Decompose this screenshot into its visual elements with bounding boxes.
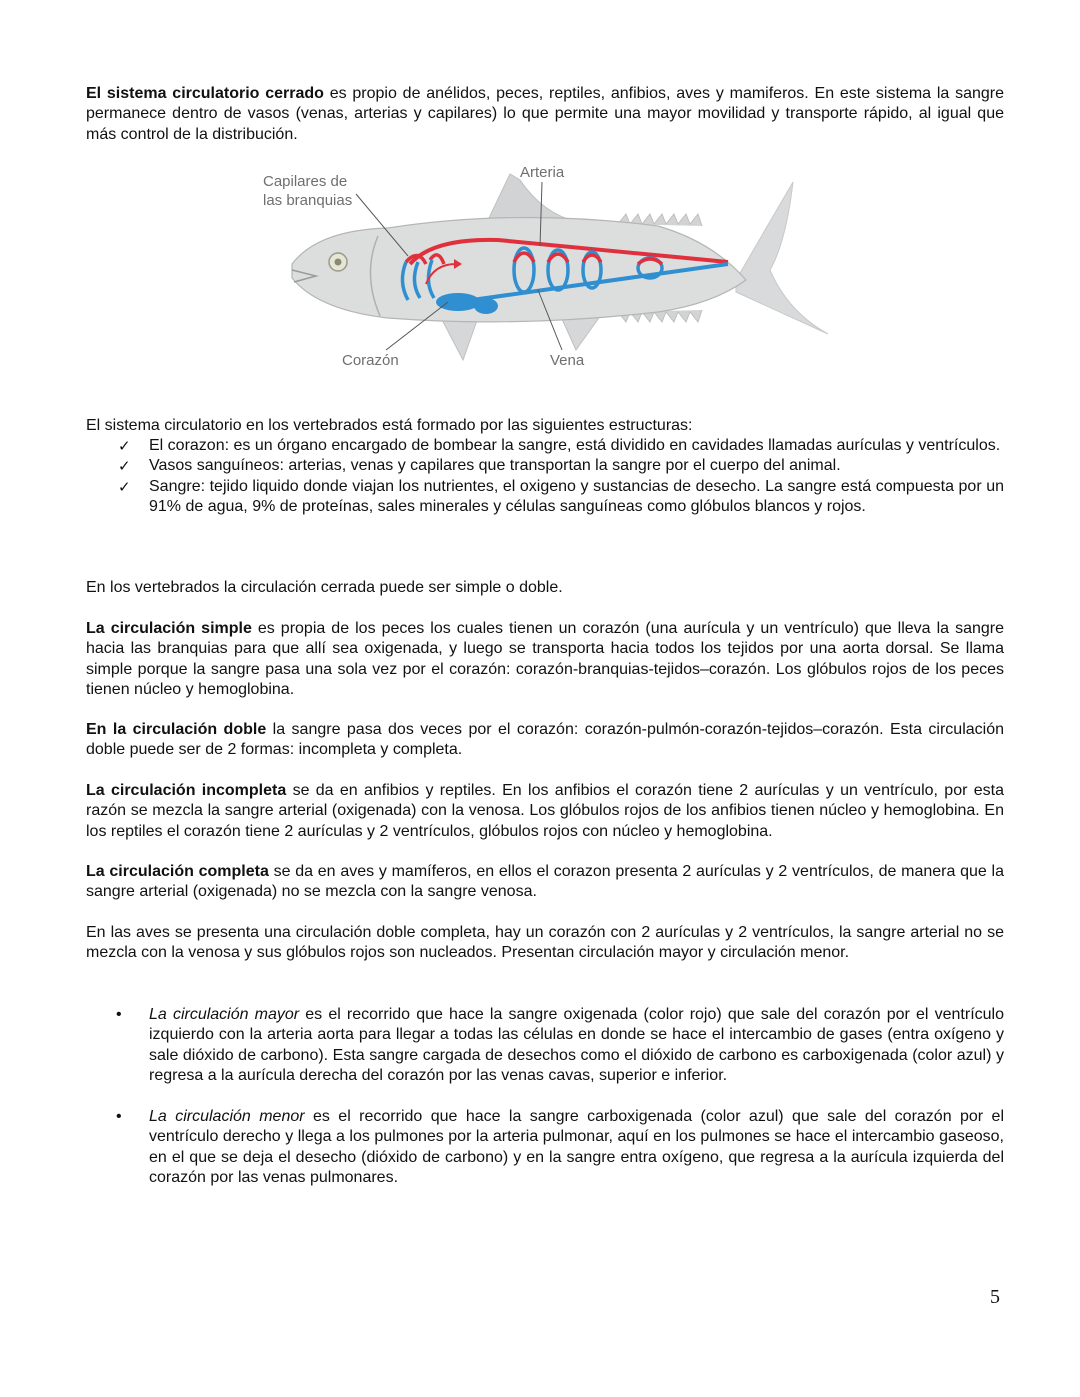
label-corazon: Corazón	[342, 352, 399, 369]
incompleta-text: se da en anfibios y reptiles. En los anfibios el corazón tiene 2 aurículas y un ventrículo, por esta razón se mezcla la sangre arterial (oxigenada) con la venosa. Los glóbulos rojos de los anfibios tienen núcleo y hemoglobina. En los reptiles el corazón tiene 2 aurículas y 2 ventrículos, glóbulos rojos con núcleo y hemoglobina.	[86, 782, 1004, 840]
list-item-text: El corazon: es un órgano encargado de bombear la sangre, está dividido en cavidades llamadas aurículas y ventrículos.	[149, 437, 1001, 454]
simple-paragraph	[86, 619, 1004, 700]
bullet-text: es el recorrido que hace la sangre oxigenada (color rojo) que sale del corazón por el ventrículo izquierdo con la arteria aorta para llegar a todas las células en donde se hace el intercambio de gases (entra oxígeno y sale dióxido de carbono). Esta sangre cargada de desechos como el dióxido de carbono es carboxigenada (color azul) y regresa a la aurícula derecha del corazón por las venas cavas, superior e inferior.	[149, 1006, 1004, 1084]
list-item	[86, 1107, 1004, 1188]
check-icon: ✓	[118, 437, 131, 455]
incompleta-paragraph	[86, 781, 1004, 842]
circulation-bullets	[86, 1005, 1004, 1209]
simple-text: es propia de los peces los cuales tienen un corazón (una aurícula y un ventrículo) que lleva la sangre hacia las branquias para que allí sea oxigenada, y luego se transporta hacia todos los tejidos por una aorta dorsal. Se llama simple porque la sangre pasa una sola vez por el corazón: corazón-branquias-tejidos–corazón. Los glóbulos rojos de los peces tienen núcleo y hemoglobina.	[86, 620, 1004, 698]
bullet-italic: La circulación mayor	[149, 1006, 300, 1023]
label-capilares-1: Capilares de	[263, 173, 348, 190]
doble-bold: En la circulación doble	[86, 721, 267, 738]
list-item	[86, 477, 1004, 518]
structures-intro: El sistema circulatorio en los vertebrados está formado por las siguientes estructuras:	[86, 417, 693, 434]
label-capilares-2: las branquias	[263, 192, 353, 209]
list-item	[86, 1005, 1004, 1086]
simple-bold: La circulación simple	[86, 620, 252, 637]
completa-bold: La circulación completa	[86, 863, 269, 880]
intro-paragraph	[86, 84, 1004, 145]
structures-list	[86, 436, 1004, 517]
fish-tail	[736, 182, 828, 334]
completa-paragraph	[86, 862, 1004, 903]
bullet-icon: •	[116, 1108, 122, 1126]
completa-text: se da en aves y mamíferos, en ellos el corazon presenta 2 aurículas y 2 ventrículos, de manera que la sangre arterial (oxigenada) no se mezcla con la sangre venosa.	[86, 863, 1005, 901]
bullet-italic: La circulación menor	[149, 1108, 305, 1126]
heart	[436, 293, 480, 311]
fish-dorsal-fin	[488, 174, 578, 222]
doble-text: la sangre pasa dos veces por el corazón: corazón-pulmón-corazón-tejidos–corazón. Esta circulación doble puede ser de 2 formas: incompleta y completa.	[86, 721, 1005, 759]
fish-circulatory-diagram	[258, 152, 830, 382]
cerrada-paragraph: En los vertebrados la circulación cerrada puede ser simple o doble.	[86, 579, 563, 596]
intro-text: es propio de anélidos, peces, reptiles, anfibios, aves y mamiferos. En este sistema la sangre permanece dentro de vasos (venas, arterias y capilares) lo que permite una mayor movilidad y transporte rápido, al igual que más control de la distribución.	[86, 85, 1005, 143]
list-item	[86, 436, 1004, 456]
bullet-text: es el recorrido que hace la sangre carboxigenada (color azul) que sale del corazón por el ventrículo derecho y llega a los pulmones por la arteria pulmonar, aquí en los pulmones se hace el intercambio gaseoso, en el que se deja el desecho (dióxido de carbono) y en la sangre entra oxígeno, que regresa a la aurícula izquierda del corazón por las venas pulmonares.	[149, 1108, 1004, 1187]
list-item-text: Sangre: tejido liquido donde viajan los nutrientes, el oxigeno y sustancias de desecho. La sangre está compuesta por un 91% de agua, 9% de proteínas, sales minerales y células sanguíneas como glóbulos blancos y rojos.	[149, 477, 1004, 515]
bullet-icon: •	[116, 1006, 122, 1023]
check-icon: ✓	[118, 477, 131, 496]
label-arteria: Arteria	[520, 164, 565, 181]
intro-bold: El sistema circulatorio cerrado	[86, 85, 324, 102]
doble-paragraph	[86, 720, 1004, 761]
incompleta-bold: La circulación incompleta	[86, 782, 287, 799]
list-item	[86, 456, 1004, 476]
label-vena: Vena	[550, 352, 585, 369]
list-item-text: Vasos sanguíneos: arterias, venas y capilares que transportan la sangre por el cuerpo del animal.	[149, 457, 841, 475]
aves-paragraph: En las aves se presenta una circulación doble completa, hay un corazón con 2 aurículas y 2 ventrículos, la sangre arterial no se mezcla con la venosa y sus glóbulos rojos son nucleados. Presentan circulación mayor y circulación menor.	[86, 924, 1004, 962]
page-number: 5	[990, 1286, 1000, 1308]
check-icon: ✓	[118, 457, 131, 476]
